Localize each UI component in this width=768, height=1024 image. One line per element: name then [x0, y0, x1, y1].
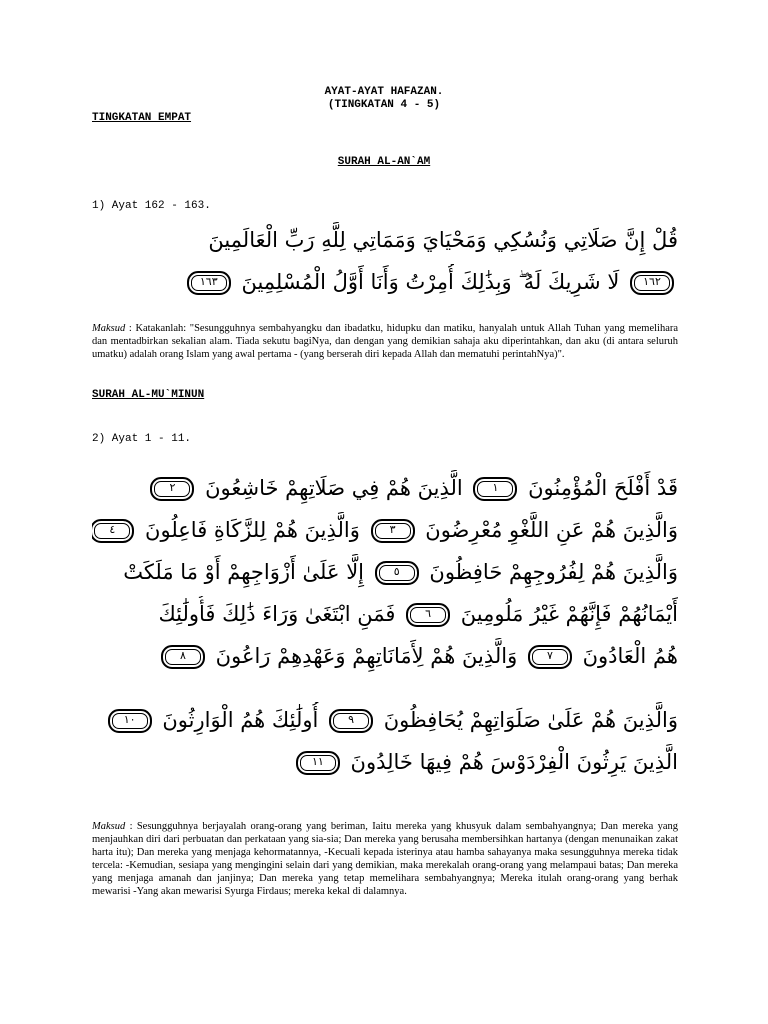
ayah-marker: ٣ [371, 519, 415, 543]
surah-heading-al-anam: SURAH AL-AN`AM [337, 156, 431, 168]
arabic-line [92, 222, 678, 258]
maksud-text: : Sesungguhnya berjayalah orang-orang yang beriman, Iaitu mereka yang khusyuk dalam sembahyangnya; Dan mereka yang menjauhkan diri dari perbuatan dan perkataan yang sia-sia; Dan mereka yang berusaha membersihkan hartanya (dengan menunaikan zakat harta itu); Dan mereka yang menjaga kehormatannya, -Kecuali kepada isterinya atau hamba sahayanya maka sesungguhnya mereka tidak tercela: -Kemudian, sesiapa yang mengingini selain dari yang demikian, maka merekalah orang-orang yang melampaui batas; Dan mereka yang menjaga amanah dan janjinya; Dan mereka yang tetap memelihara sembahyangnya; Mereka itulah orang-orang yang berhak mewarisi -Yang akan mewarisi Syurga Firdaus; mereka kekal di dalamnya. [92, 821, 679, 897]
arabic-text: وَالَّذِينَ هُمْ عَلَىٰ صَلَوَاتِهِمْ يُحَافِظُونَ [383, 708, 678, 732]
arabic-text: أُولَٰئِكَ هُمُ الْوَارِثُونَ [162, 708, 319, 732]
maksud-text: : Katakanlah: "Sesungguhnya sembahyangku dan ibadatku, hidupku dan matiku, hanyalah untuk Allah Tuhan yang memelihara dan mentadbirkan sekalian alam. Tiada sekutu bagiNya, dan dengan yang demikian sahaja aku diperintahkan, dan aku (di antara seluruh umatku) adalah orang Islam yang awal pertama - (yang berserah diri kepada Allah dan mematuhi perintahNya)". [92, 323, 679, 360]
ayah-marker: ٦ [406, 603, 450, 627]
arabic-text: وَالَّذِينَ هُمْ عَنِ اللَّغْوِ مُعْرِضُونَ [425, 518, 678, 542]
arabic-line [92, 512, 678, 548]
arabic-line [92, 470, 678, 506]
arabic-line [92, 702, 678, 738]
verse-range-1: 1) Ayat 162 - 163. [92, 200, 211, 212]
ayah-marker: ١١ [296, 751, 340, 775]
arabic-text: أَيْمَانُهُمْ فَإِنَّهُمْ غَيْرُ مَلُومِينَ [460, 602, 678, 626]
arabic-line [92, 744, 678, 780]
maksud-label: Maksud [92, 323, 126, 334]
ayah-marker: ٨ [161, 645, 205, 669]
arabic-text: وَالَّذِينَ هُمْ لِفُرُوجِهِمْ حَافِظُونَ [429, 560, 678, 584]
arabic-line [92, 638, 678, 674]
ayah-marker: ١ [473, 477, 517, 501]
arabic-text: لَا شَرِيكَ لَهُ ۖ وَبِذَٰلِكَ أُمِرْتُ وَأَنَا أَوَّلُ الْمُسْلِمِينَ [241, 270, 620, 294]
arabic-text: وَالَّذِينَ هُمْ لِأَمَانَاتِهِمْ وَعَهْدِهِمْ رَاعُونَ [215, 644, 518, 668]
arabic-text: إِلَّا عَلَىٰ أَزْوَاجِهِمْ أَوْ مَا مَلَكَتْ [123, 560, 365, 584]
document-subtitle: (TINGKATAN 4 - 5) [327, 99, 441, 111]
maksud-paragraph-2 [92, 820, 678, 898]
document-title: AYAT-AYAT HAFAZAN. [324, 86, 444, 98]
arabic-text: قُلْ إِنَّ صَلَاتِي وَنُسُكِي وَمَحْيَايَ وَمَمَاتِي لِلَّهِ رَبِّ الْعَالَمِينَ [208, 228, 678, 252]
ayah-marker: ٥ [375, 561, 419, 585]
ayah-marker: ٢ [150, 477, 194, 501]
arabic-text: الَّذِينَ يَرِثُونَ الْفِرْدَوْسَ هُمْ فِيهَا خَالِدُونَ [350, 750, 678, 774]
verse-range-2: 2) Ayat 1 - 11. [92, 433, 192, 445]
maksud-paragraph-1 [92, 322, 678, 361]
arabic-text: قَدْ أَفْلَحَ الْمُؤْمِنُونَ [528, 476, 678, 500]
ayah-marker: ١٦٣ [187, 271, 231, 295]
arabic-line [92, 554, 678, 590]
arabic-text: وَالَّذِينَ هُمْ لِلزَّكَاةِ فَاعِلُونَ [145, 518, 360, 542]
ayah-marker: ٧ [528, 645, 572, 669]
maksud-label: Maksud [92, 821, 126, 832]
ayah-marker: ١٠ [108, 709, 152, 733]
ayah-marker: ١٦٢ [630, 271, 674, 295]
surah-heading-al-muminun: SURAH AL-MU`MINUN [92, 389, 205, 401]
arabic-line [92, 264, 678, 300]
arabic-text: الَّذِينَ هُمْ فِي صَلَاتِهِمْ خَاشِعُونَ [205, 476, 463, 500]
ayah-marker: ٤ [92, 519, 134, 543]
arabic-text: هُمُ الْعَادُونَ [582, 644, 678, 668]
level-heading: TINGKATAN EMPAT [92, 112, 192, 124]
arabic-line [92, 596, 678, 632]
ayah-marker: ٩ [329, 709, 373, 733]
arabic-text: فَمَنِ ابْتَغَىٰ وَرَاءَ ذَٰلِكَ فَأُولَٰئِكَ [158, 602, 396, 626]
